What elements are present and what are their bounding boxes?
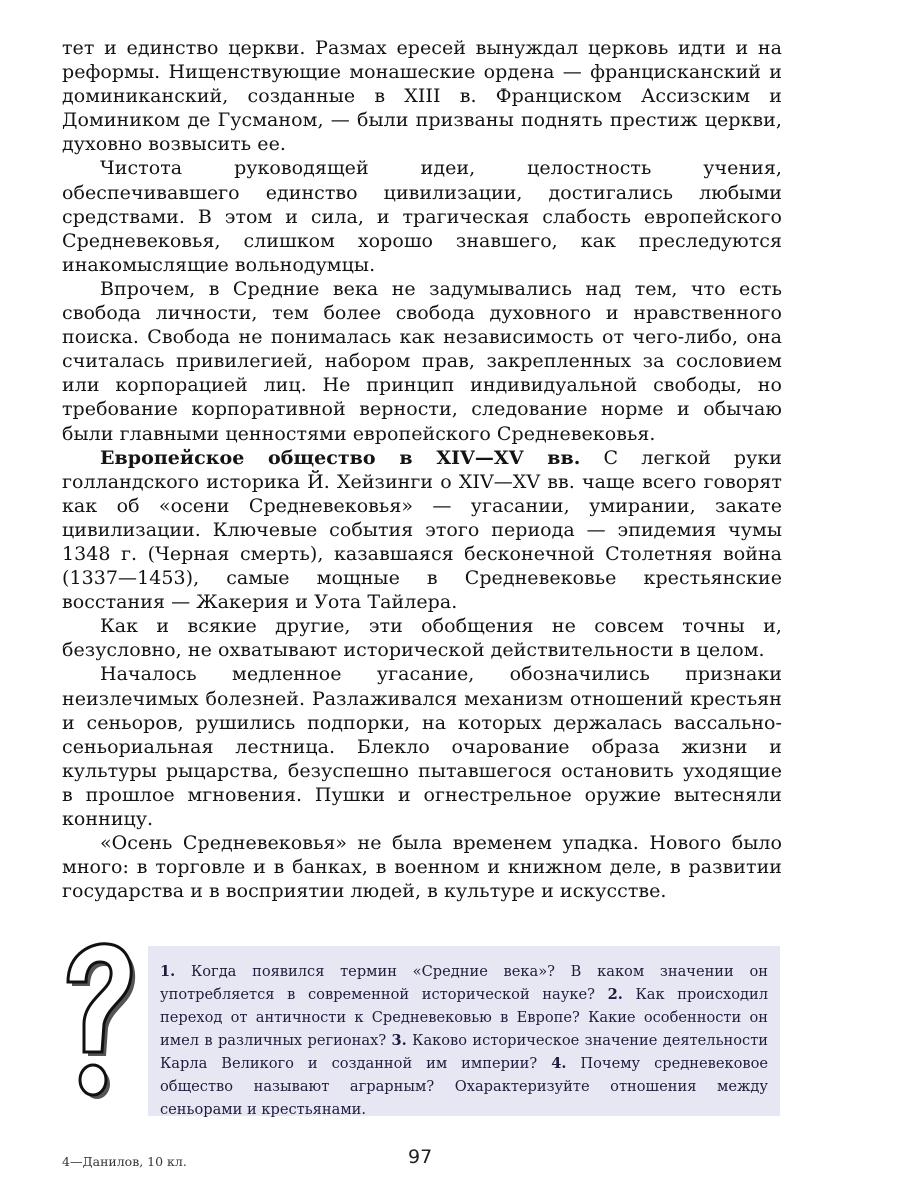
paragraph-1: тет и единство церкви. Размах ересей вынуждал церковь идти и на реформы. Нищенствующие монашеские ордена — францисканский и доминиканский, созданные в XIII в. Франциском Ассизским и Домиником де Гусманом, — были призваны поднять престиж церкви, духовно возвысить ее. — [62, 37, 782, 156]
page-number: 97 — [408, 1146, 433, 1168]
question-mark-icon — [54, 940, 142, 1110]
question-3-text: Каково историческое значение деятельности Карла Великого и созданной им империи? — [160, 1032, 768, 1072]
paragraph-5: Как и всякие другие, эти обобщения не совсем точны и, безусловно, не охватывают исторической действительности в целом. — [62, 615, 782, 662]
question-4-text: Почему средневековое общество называют аграрным? Охарактеризуйте отношения между сеньорами и крестьянами. — [160, 1055, 769, 1118]
paragraph-4 — [62, 446, 782, 615]
review-questions — [160, 960, 768, 1121]
paragraph-4-text: С легкой руки голландского историка Й. Хейзинги о XIV—XV вв. чаще всего говорят как об «осени Средневековья» — угасании, умирании, закате цивилизации. Ключевые события этого периода — эпидемия чумы 1348 г. (Черная смерть), казавшаяся бесконечной Столетняя война (1337—1453), самые мощные в Средневековье крестьянские восстания — Жакерия и Уота Тайлера. — [62, 446, 782, 614]
paragraph-6: Началось медленное угасание, обозначились признаки неизлечимых болезней. Разлаживался механизм отношений крестьян и сеньоров, рушились подпорки, на которых держалась вассально-сеньориальная лестница. Блекло очарование образа жизни и культуры рыцарства, безуспешно пытавшегося остановить уходящие в прошлое мгновения. Пушки и огнестрельное оружие вытесняли конницу. — [62, 663, 782, 830]
section-heading: Европейское общество в XIV—XV вв. — [100, 446, 581, 469]
paragraph-3: Впрочем, в Средние века не задумывались над тем, что есть свобода личности, тем более свобода духовного и нравственного поиска. Свобода не понималась как независимость от чего-либо, она считалась привилегией, набором прав, закрепленных за сословием или корпорацией лиц. Не принцип индивидуальной свободы, но требование корпоративной верности, следование норме и обычаю были главными ценностями европейского Средневековья. — [62, 277, 782, 445]
question-2-number: 2. — [607, 986, 623, 1003]
printer-signature: 4—Данилов, 10 кл. — [62, 1154, 187, 1169]
main-text — [62, 36, 782, 903]
review-questions-box — [148, 946, 780, 1116]
paragraph-2: Чистота руководящей идеи, целостность учения, обеспечивавшего единство цивилизации, достигались любыми средствами. В этом и сила, и трагическая слабость европейского Средневековья, слишком хорошо знавшего, как преследуются инакомыслящие вольнодумцы. — [62, 157, 782, 276]
question-4-number: 4. — [551, 1055, 567, 1072]
question-2-text: Как происходил переход от античности к Средневековью в Европе? Какие особенности он имел в различных регионах? — [160, 986, 769, 1049]
question-3-number: 3. — [391, 1032, 407, 1049]
question-1-number: 1. — [160, 963, 176, 980]
question-1-text: Когда появился термин «Средние века»? В каком значении он употребляется в современной исторической науке? — [160, 963, 768, 1003]
paragraph-7: «Осень Средневековья» не была временем упадка. Нового было много: в торговле и в банках, в военном и книжном деле, в развитии государства и в восприятии людей, в культуре и искусстве. — [62, 832, 782, 903]
